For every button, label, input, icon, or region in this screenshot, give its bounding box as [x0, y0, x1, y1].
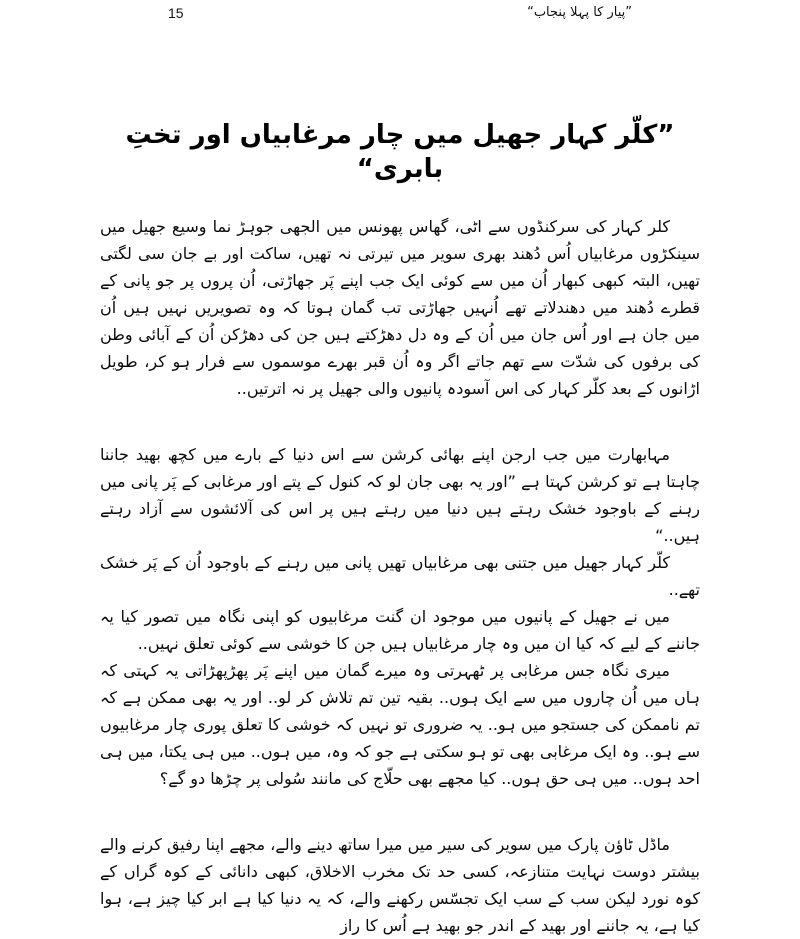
running-title: ”پیار کا پہلا پنجاب“ — [527, 5, 632, 20]
paragraph: میں نے جھیل کے پانیوں میں موجود ان گنت مرغابیوں کو اپنی نگاہ میں تصور کیا یہ جاننے کے لیے کہ کیا ان میں وہ چار مرغابیاں ہیں جن کا خوشی سے کوئی تعلق نہیں.. — [100, 606, 700, 653]
page-number: 15 — [168, 5, 184, 21]
page-header — [0, 0, 800, 21]
paragraph: ماڈل ٹاؤن پارک میں سویر کی سیر میں میرا ساتھ دینے والے، مجھے اپنا رفیق کرنے والے بیشتر دوست نہایت متنازعہ، کسی حد تک مخرب الاخلاق، کبھی دانائی کے کوہ گراں کے کوہ نورد لیکن سب کے سب ایک تجسّس رکھنے والے، کہ یہ دنیا کیا ہے ابر کیا چیز ہے، ہوا کیا ہے، یہ جاننے اور بھید کے اندر جو بھید ہے اُس کا راز — [100, 834, 700, 935]
paragraph: میری نگاہ جس مرغابی پر ٹھہرتی وہ میرے گمان میں اپنے پَر پھڑپھڑاتی یہ کہتی کہ ہاں میں اُن چاروں میں سے ایک ہوں.. بقیہ تین تم تلاش کر لو.. اور یہ بھی ممکن ہے کہ تم ناممکن کی جستجو میں ہو.. یہ ضروری تو نہیں کہ خوشی کا تعلق پوری چار مرغابیوں سے ہو.. وہ ایک مرغابی بھی تو ہو سکتی ہے جو کہ وہ، میں ہوں.. میں ہی یکتا، میں ہی احد ہوں.. میں ہی حق ہوں.. کیا مجھے بھی حلّاج کی مانند سُولی پر چڑھا دو گے؟ — [100, 660, 700, 788]
paragraph: کلّر کہار جھیل میں جتنی بھی مرغابیاں تھیں پانی میں رہنے کے باوجود اُن کے پَر خشک تھے.. — [100, 552, 700, 599]
paragraph: مہابھارت میں جب ارجن اپنے بھائی کرشن سے اس دنیا کے بارے میں کچھ بھید جاننا چاہتا ہے تو کرشن کہتا ہے ”اور یہ بھی جان لو کہ کنول کے پتے اور مرغابی کے پَر پانی میں رہنے کے باوجود خشک رہتے ہیں دنیا میں رہتے ہیں پر اس کی آلائشوں سے آزاد رہتے ہیں..“ — [100, 444, 700, 545]
body-text — [100, 213, 700, 939]
chapter-title: ”کلّر کہار جھیل میں چار مرغابیاں اور تختِ بابری“ — [125, 120, 675, 184]
paragraph: کلر کہار کی سرکنڈوں سے اٹی، گھاس پھونس میں الجھی جوہڑ نما وسیع جھیل میں سینکڑوں مرغابیاں اُس دُھند بھری سویر میں تیرتی نہ تھیں، ساکت اور بے جان سی لگتی تھیں، البتہ کبھی کبھار اُن میں سے کوئی ایک جب اپنے پَر جھاڑتی، اُن پروں پر جو پانی کے قطرے دُھند میں دھندلاتے تھے اُنہیں جھاڑتی تب گمان ہوتا کہ وہ تصویریں نہیں ہیں اُن میں جان ہے اور اُس جان میں اُن کے وہ دل دھڑکتے ہیں جن کی دھڑکن اُن کے آبائی وطن کی برفوں کی شدّت سے تھم جاتے اگر وہ اُن قبر بھرے موسموں سے فرار ہو کر، طویل اڑانوں کے بعد کلّر کہار کی اس آسودہ پانیوں والی جھیل پر نہ اترتیں.. — [100, 216, 700, 398]
